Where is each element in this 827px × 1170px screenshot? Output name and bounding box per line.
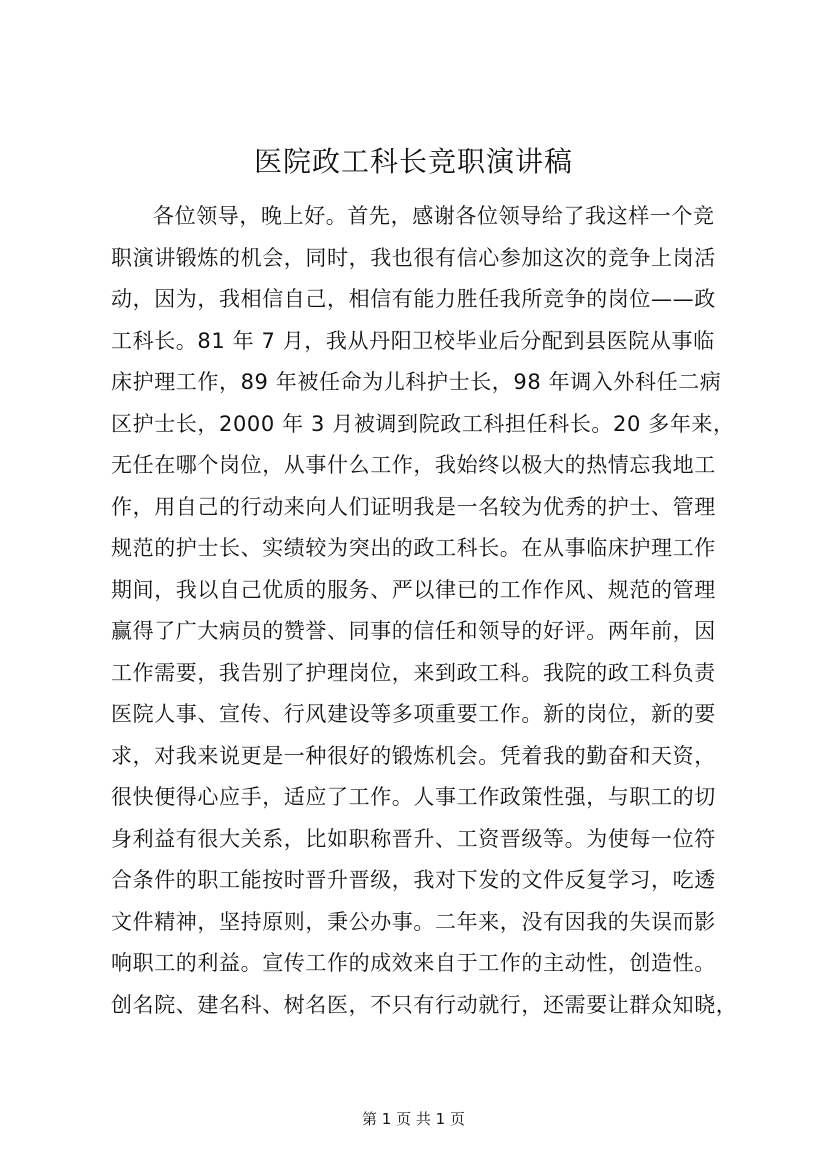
- body-line: 期间，我以自己优质的服务、严以律已的工作作风、规范的管理: [111, 577, 716, 602]
- body-line: 床护理工作，89 年被任命为儿科护士长，98 年调入外科任二病: [111, 370, 722, 394]
- body-line: 身利益有很大关系，比如职称晋升、工资晋级等。为使每一位符: [111, 826, 716, 851]
- body-line: 响职工的利益。宣传工作的成效来自于工作的主动性，创造性。: [111, 951, 716, 975]
- body-line: 很快便得心应手，适应了工作。人事工作政策性强，与职工的切: [111, 785, 716, 809]
- document-body: [111, 196, 751, 1026]
- body-line: 文件精神，坚持原则，秉公办事。二年来，没有因我的失误而影: [111, 909, 716, 934]
- body-line: 各位领导，晚上好。首先，感谢各位领导给了我这样一个竞: [153, 204, 715, 228]
- body-line: 合条件的职工能按时晋升晋级，我对下发的文件反复学习，吃透: [111, 868, 716, 892]
- body-line: 创名院、建名科、树名医，不只有行动就行，还需要让群众知晓，: [111, 992, 738, 1017]
- body-line: 医院人事、宣传、行风建设等多项重要工作。新的岗位，新的要: [111, 702, 716, 726]
- document-title: 医院政工科长竞职演讲稿: [253, 145, 573, 178]
- body-line: 工科长。81 年 7 月，我从丹阳卫校毕业后分配到县医院从事临: [111, 328, 715, 353]
- body-line: 求，对我来说更是一种很好的锻炼机会。凭着我的勤奋和天资，: [111, 743, 716, 768]
- page-footer: 第 1 页 共 1 页: [362, 1110, 465, 1128]
- body-line: 职演讲锻炼的机会，同时，我也很有信心参加这次的竞争上岗活: [111, 245, 716, 270]
- body-line: 规范的护士长、实绩较为突出的政工科长。在从事临床护理工作: [111, 536, 716, 560]
- body-line: 区护士长，2000 年 3 月被调到院政工科担任科长。20 多年来，: [111, 411, 735, 436]
- body-line: 作，用自己的行动来向人们证明我是一名较为优秀的护士、管理: [111, 494, 716, 519]
- body-line: 工作需要，我告别了护理岗位，来到政工科。我院的政工科负责: [111, 660, 716, 685]
- body-line: 赢得了广大病员的赞誉、同事的信任和领导的好评。两年前，因: [111, 619, 716, 643]
- body-line: 无任在哪个岗位，从事什么工作，我始终以极大的热情忘我地工: [111, 453, 716, 477]
- body-line: 动，因为，我相信自己，相信有能力胜任我所竞争的岗位——政: [111, 287, 716, 311]
